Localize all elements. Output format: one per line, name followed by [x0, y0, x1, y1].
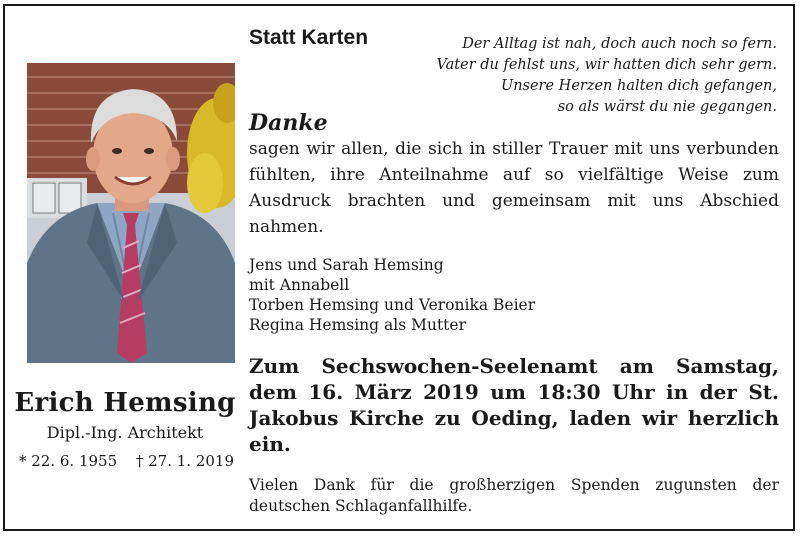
family-line: Jens und Sarah Hemsing	[249, 256, 444, 274]
deceased-title: Dipl.-Ing. Architekt	[46, 423, 204, 442]
statt-karten-heading: Statt Karten	[249, 26, 369, 49]
poem-line: Unsere Herzen halten dich gefangen,	[500, 78, 777, 94]
poem	[397, 34, 777, 118]
poem-line: so als wärst du nie gegangen.	[557, 99, 777, 115]
portrait-photo	[27, 63, 235, 363]
memorial-service-notice: Zum Sechswochen-Seelenamt am Samstag, dem 16. März 2019 um 18:30 Uhr in der St. Jakobus Kirche zu Oeding, laden wir herzlich ein.	[249, 354, 779, 456]
family-line: mit Annabell	[249, 276, 350, 294]
poem-line: Der Alltag ist nah, doch auch noch so fern.	[462, 36, 777, 52]
birth-date: * 22. 6. 1955	[19, 452, 118, 470]
donation-note: Vielen Dank für die großherzigen Spenden zugunsten der deutschen Schlaganfallhilfe.	[249, 476, 779, 515]
portrait-image	[27, 63, 235, 363]
thanks-text: sagen wir allen, die sich in stiller Trauer mit uns verbunden fühlten, ihre Anteilnahme auf so vielfältige Weise zum Ausdruck brachten und gemeinsam mit uns Abschied nahmen.	[249, 139, 779, 237]
poem-line: Vater du fehlst uns, wir hatten dich sehr gern.	[436, 57, 777, 73]
family-line: Torben Hemsing und Veronika Beier	[249, 296, 536, 314]
deceased-name: Erich Hemsing	[14, 388, 236, 418]
family-line: Regina Hemsing als Mutter	[249, 316, 466, 334]
death-date: † 27. 1. 2019	[135, 452, 234, 470]
thanks-heading: Danke	[249, 110, 328, 136]
family-signatures	[249, 255, 535, 335]
obituary-card	[3, 4, 795, 531]
life-dates	[19, 452, 234, 470]
